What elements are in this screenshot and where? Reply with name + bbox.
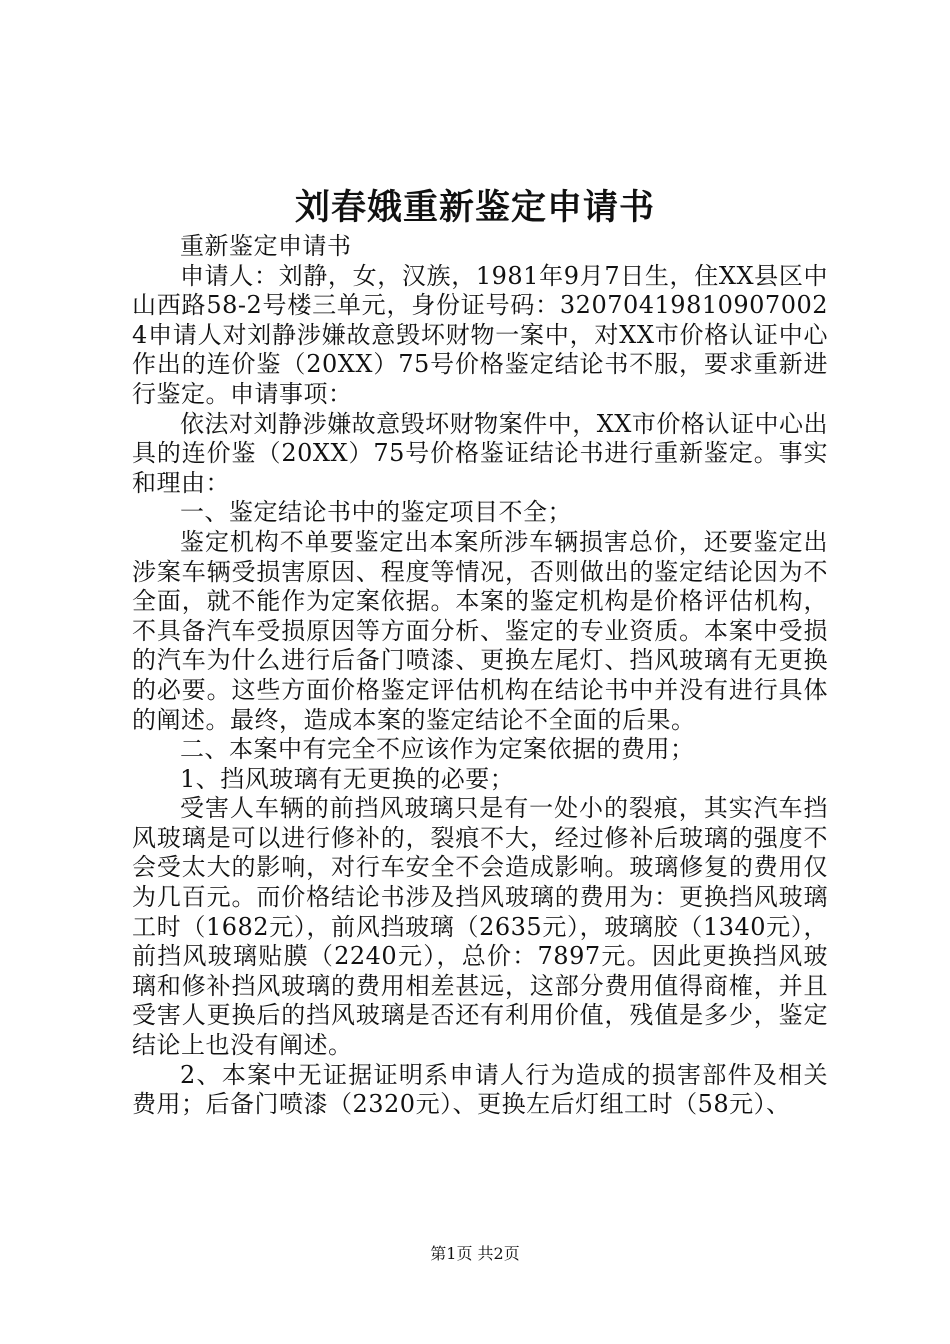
paragraph-subpoint-one: 1、挡风玻璃有无更换的必要； (180, 764, 515, 793)
paragraph-point-one: 一、鉴定结论书中的鉴定项目不全； (180, 498, 572, 527)
document-title: 刘春娥重新鉴定申请书 (294, 187, 655, 228)
paragraph-point-two: 二、本案中有完全不应该作为定案依据的费用； (180, 735, 695, 764)
paragraph-heading: 重新鉴定申请书 (180, 232, 352, 260)
paragraph-applicant: 申请人：刘静，女，汉族，1981年9月7日生，住XX县区中山西路58-2号楼三单元，身份证号码：320704198109070024申请人对刘静涉嫌故意毁坏财物一案中，对XX市价格认证中心作出的连价鉴（20XX）75号价格鉴定结论书不服，要求重新进行鉴定。申请事项： (132, 261, 828, 408)
paragraph-request: 依法对刘静涉嫌故意毁坏财物案件中，XX市价格认证中心出具的连价鉴（20XX）75号价格鉴证结论书进行重新鉴定。事实和理由： (132, 409, 828, 497)
document-body (132, 232, 828, 1120)
paragraph-subpoint-one-detail: 受害人车辆的前挡风玻璃只是有一处小的裂痕，其实汽车挡风玻璃是可以进行修补的，裂痕不大，经过修补后玻璃的强度不会受太大的影响，对行车安全不会造成影响。玻璃修复的费用仅为几百元。而价格结论书涉及挡风玻璃的费用为：更换挡风玻璃工时（1682元），前风挡玻璃（2635元），玻璃胶（1340元），前挡风玻璃贴膜（2240元），总价：7897元。因此更换挡风玻璃和修补挡风玻璃的费用相差甚远，这部分费用值得商榷，并且受害人更换后的挡风玻璃是否还有利用价值，残值是多少，鉴定结论上也没有阐述。 (132, 794, 828, 1060)
page-footer: 第1页 共2页 (430, 1244, 520, 1263)
paragraph-point-one-detail: 鉴定机构不单要鉴定出本案所涉车辆损害总价，还要鉴定出涉案车辆受损害原因、程度等情况，否则做出的鉴定结论因为不全面，就不能作为定案依据。本案的鉴定机构是价格评估机构，不具备汽车受损原因等方面分析、鉴定的专业资质。本案中受损的汽车为什么进行后备门喷漆、更换左尾灯、挡风玻璃有无更换的必要。这些方面价格鉴定评估机构在结论书中并没有进行具体的阐述。最终，造成本案的鉴定结论不全面的后果。 (132, 527, 828, 734)
paragraph-subpoint-two: 2、本案中无证据证明系申请人行为造成的损害部件及相关费用；后备门喷漆（2320元）、更换左后灯组工时（58元）、 (132, 1060, 828, 1119)
